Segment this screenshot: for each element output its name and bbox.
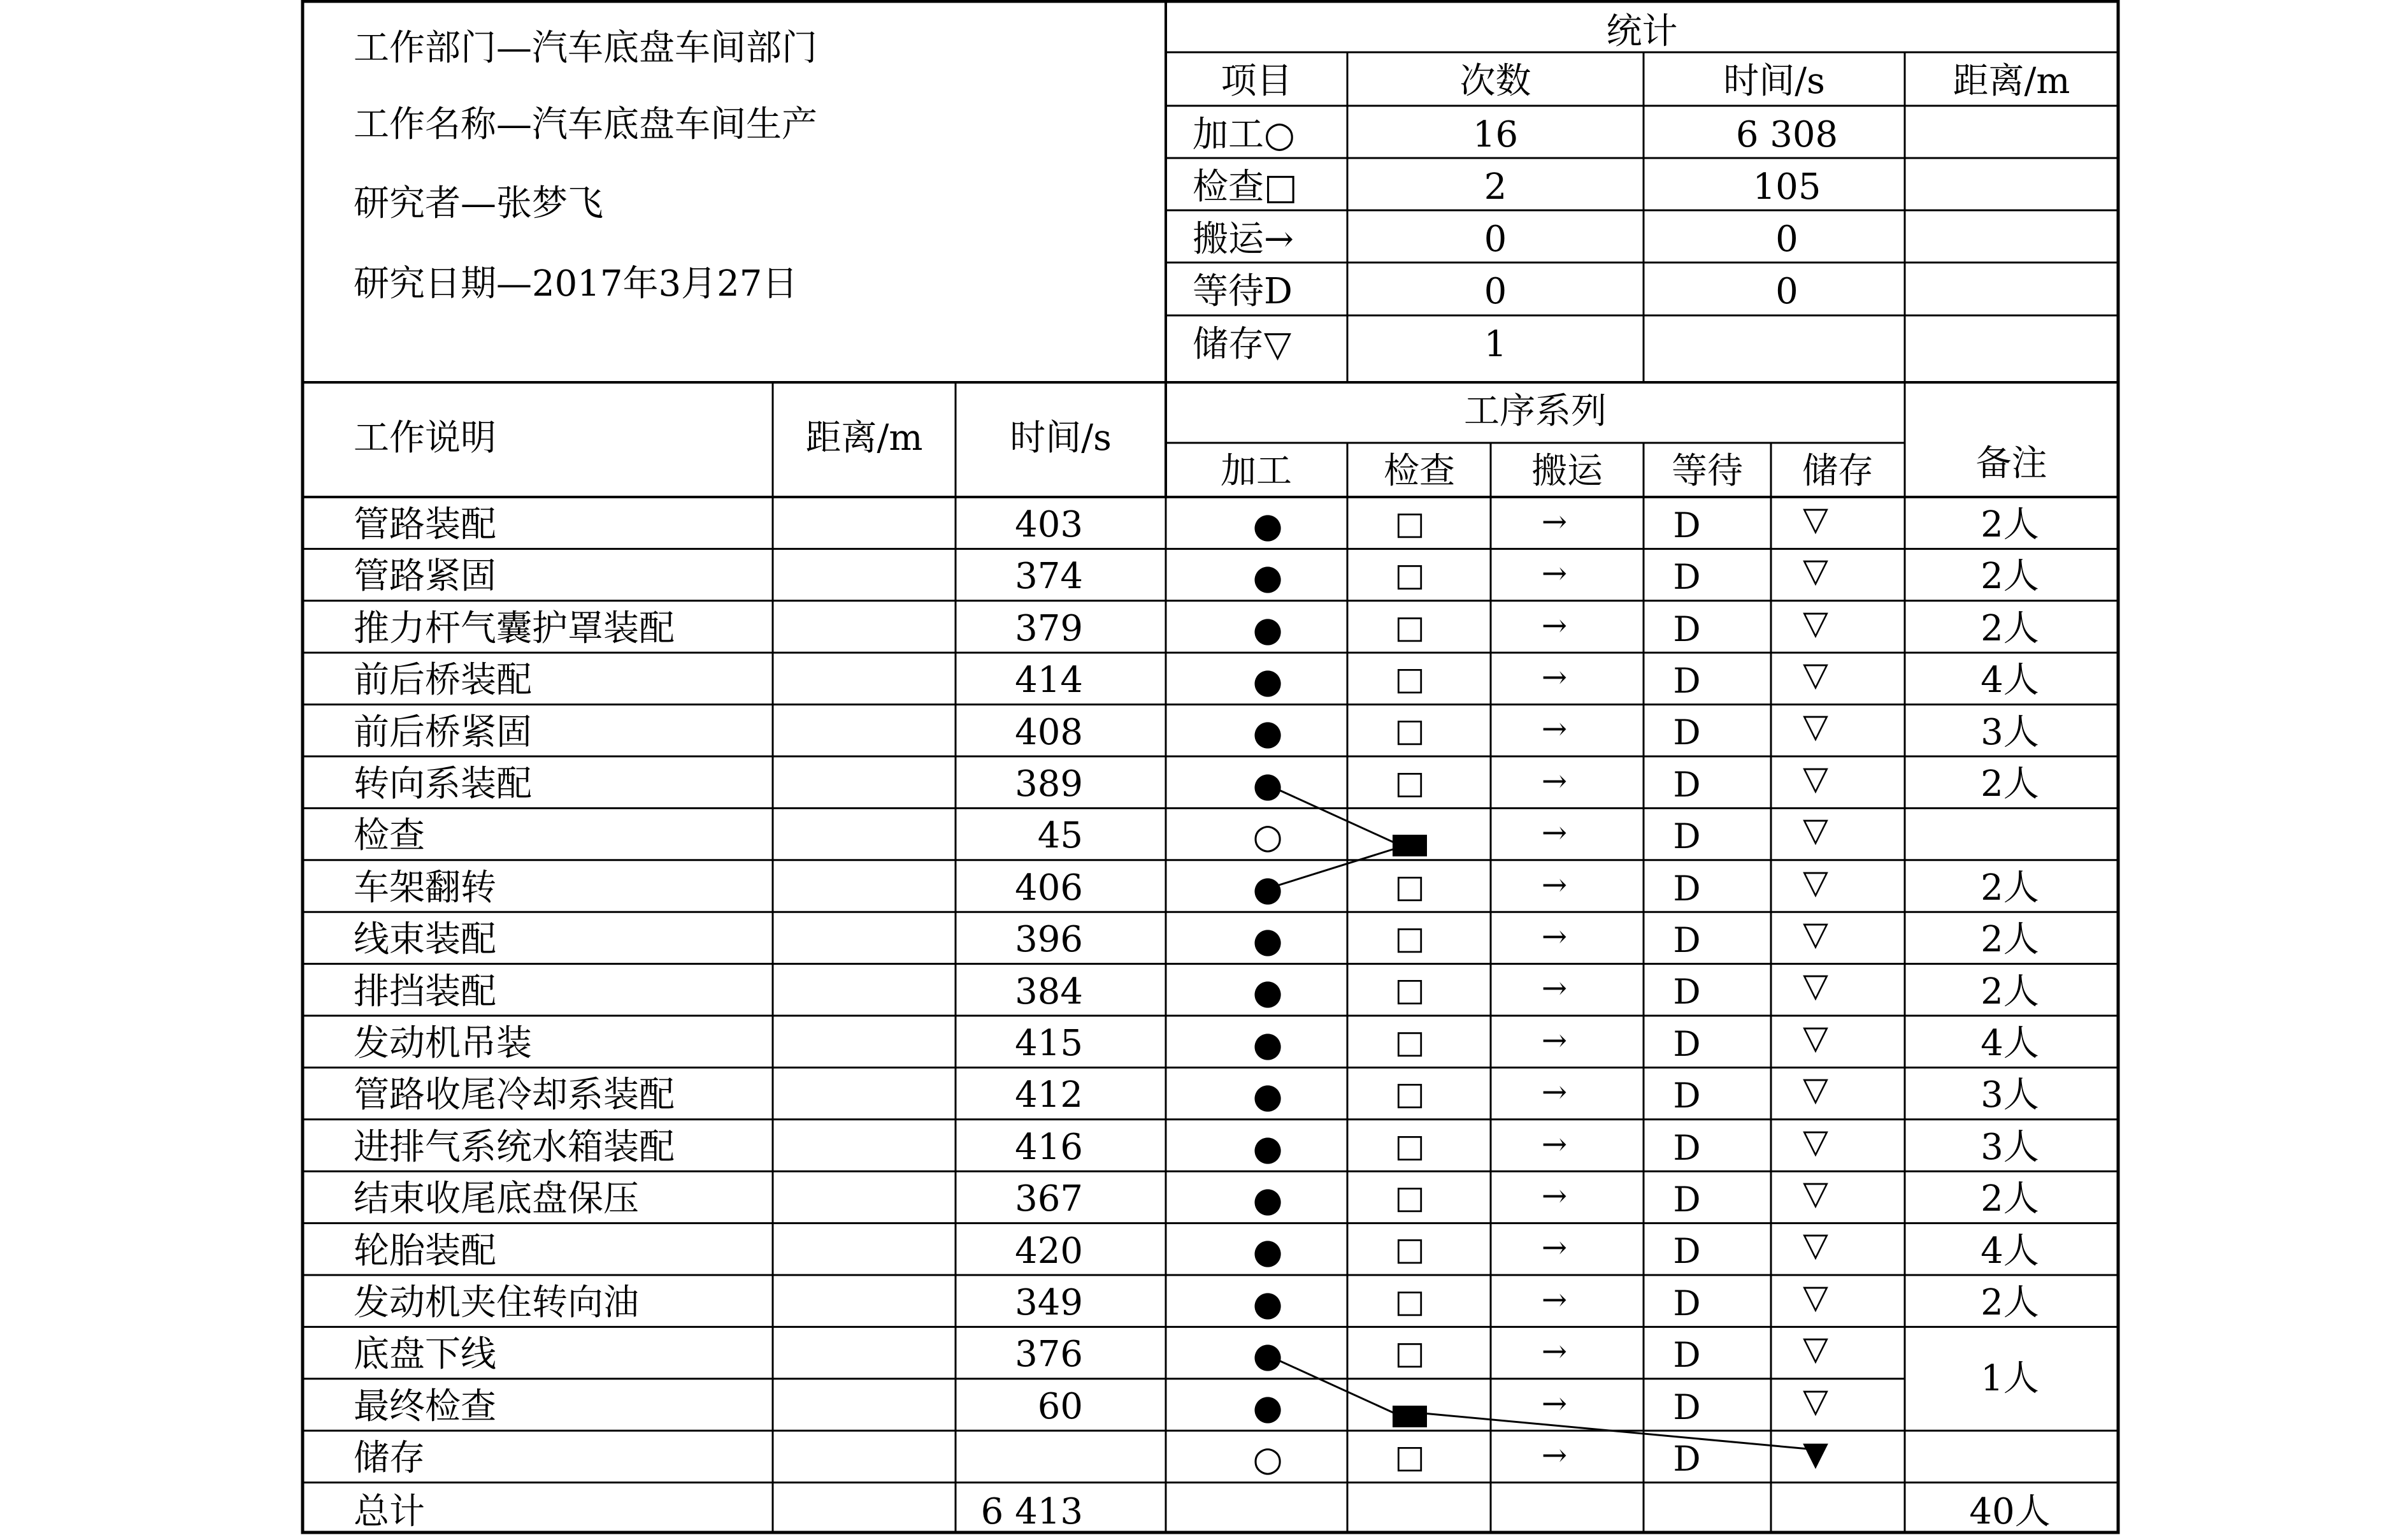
row-remark: 2人 [1981,763,2039,805]
row-time: 379 [1015,607,1083,649]
row-time: 416 [1015,1126,1083,1168]
header-seq-wait: 等待 [1672,450,1743,492]
header-time: 时间/s [1010,417,1112,459]
wait-d-icon: D [1673,919,1701,960]
transport-arrow-icon: → [1541,503,1568,540]
row-description: 最终检查 [354,1385,496,1427]
wait-d-icon: D [1673,712,1701,753]
inspect-empty-square-icon: □ [1394,1230,1425,1268]
header-sequence: 工序系列 [1464,391,1607,432]
process-filled-dot-icon: ● [1252,868,1283,909]
row-remark: 2人 [1981,919,2039,961]
inspect-empty-square-icon: □ [1394,712,1425,749]
job-name-text: 工作名称—汽车底盘车间生产 [354,104,817,145]
inspect-empty-square-icon: □ [1394,867,1425,905]
row-description: 发动机夹住转向油 [354,1282,639,1323]
row-time: 60 [1037,1385,1083,1427]
stats-time-value: 0 [1775,219,1798,260]
stats-item-label: 等待D [1193,271,1293,312]
row-time: 408 [1015,711,1083,753]
storage-empty-triangle-icon: ▽ [1803,1122,1828,1161]
row-remark: 2人 [1981,504,2039,545]
row-remark: 3人 [1981,711,2039,753]
stats-time-value: 0 [1775,271,1798,312]
wait-d-icon: D [1673,1283,1701,1323]
header-description: 工作说明 [354,417,496,459]
inspect-empty-square-icon: □ [1394,1127,1425,1164]
row-description: 底盘下线 [354,1334,496,1376]
process-filled-dot-icon: ● [1252,1387,1283,1427]
row-time: 384 [1015,970,1083,1013]
transport-arrow-icon: → [1541,1126,1568,1162]
transport-arrow-icon: → [1541,1074,1568,1111]
wait-d-icon: D [1673,660,1701,701]
process-filled-dot-icon: ● [1252,1179,1283,1220]
inspect-empty-square-icon: □ [1394,556,1425,594]
transport-arrow-icon: → [1541,556,1568,592]
process-filled-dot-icon: ● [1252,712,1283,753]
row-time: 376 [1015,1334,1083,1376]
inspect-empty-square-icon: □ [1394,1023,1425,1060]
row-time: 415 [1015,1023,1083,1064]
transport-arrow-icon: → [1541,1437,1568,1473]
stats-header-item: 项目 [1221,61,1293,102]
row-remark: 2人 [1981,1178,2039,1220]
transport-arrow-icon: → [1541,1281,1568,1318]
row-description: 管路收尾冷却系装配 [354,1074,675,1116]
row-remark: 3人 [1981,1126,2039,1168]
inspect-empty-square-icon: □ [1394,608,1425,645]
transport-arrow-icon: → [1541,815,1568,851]
wait-d-icon: D [1673,1179,1701,1220]
wait-d-icon: D [1673,764,1701,805]
row-time: 349 [1015,1282,1083,1323]
researcher-text: 研究者—张梦飞 [354,183,603,224]
transport-arrow-icon: → [1541,867,1568,903]
row-description: 储存 [354,1438,425,1480]
inspect-empty-square-icon: □ [1394,971,1425,1009]
row-time: 45 [1037,815,1083,857]
wait-d-icon: D [1673,1076,1701,1116]
date-text: 研究日期—2017年3月27日 [354,263,798,305]
inspect-empty-square-icon: □ [1394,1075,1425,1113]
storage-empty-triangle-icon: ▽ [1803,1381,1828,1420]
row-time: 406 [1015,867,1083,909]
storage-empty-triangle-icon: ▽ [1803,811,1828,850]
row-remark: 2人 [1981,970,2039,1013]
inspect-empty-square-icon: □ [1394,1282,1425,1320]
transport-arrow-icon: → [1541,711,1568,747]
row-description: 排挡装配 [354,970,496,1013]
merged-remark: 1人 [1981,1357,2039,1399]
stats-item-label: 储存▽ [1193,324,1292,365]
stats-item-label: 搬运→ [1193,219,1294,260]
inspect-filled-square-icon [1393,1406,1427,1427]
row-description: 发动机吊装 [354,1023,532,1064]
process-filled-dot-icon: ● [1252,1335,1283,1376]
stats-count-value: 0 [1484,271,1507,312]
process-filled-dot-icon: ● [1252,919,1283,960]
wait-d-icon: D [1673,972,1701,1013]
inspect-empty-square-icon: □ [1394,763,1425,801]
flow-connector-line [1268,785,1393,842]
inspect-empty-square-icon: □ [1394,1438,1425,1475]
storage-filled-triangle-icon: ▼ [1803,1434,1828,1473]
row-time: 420 [1015,1230,1083,1272]
row-remark: 4人 [1981,1230,2039,1272]
header-remarks: 备注 [1975,443,2047,484]
row-description: 轮胎装配 [354,1230,496,1272]
storage-empty-triangle-icon: ▽ [1803,1070,1828,1109]
stats-count-value: 2 [1484,166,1507,208]
row-time: 412 [1015,1074,1083,1116]
transport-arrow-icon: → [1541,1334,1568,1370]
storage-empty-triangle-icon: ▽ [1803,1174,1828,1213]
storage-empty-triangle-icon: ▽ [1803,1226,1828,1265]
wait-d-icon: D [1673,1335,1701,1376]
transport-arrow-icon: → [1541,659,1568,695]
row-remark: 2人 [1981,607,2039,649]
process-filled-dot-icon: ● [1252,1127,1283,1168]
process-filled-dot-icon: ● [1252,1283,1283,1323]
wait-d-icon: D [1673,1127,1701,1168]
process-filled-dot-icon: ● [1252,1023,1283,1064]
total-time: 6 413 [980,1490,1083,1532]
header-seq-transport: 搬运 [1531,450,1603,492]
row-time: 396 [1015,919,1083,961]
row-description: 管路紧固 [354,556,496,598]
wait-d-icon: D [1673,505,1701,545]
storage-empty-triangle-icon: ▽ [1803,552,1828,591]
row-description: 前后桥装配 [354,659,532,702]
header-distance: 距离/m [805,417,923,459]
stats-header-count: 次数 [1459,61,1531,102]
row-remark: 2人 [1981,867,2039,909]
inspect-empty-square-icon: □ [1394,504,1425,542]
transport-arrow-icon: → [1541,918,1568,955]
inspect-empty-square-icon: □ [1394,1334,1425,1372]
process-filled-dot-icon: ● [1252,660,1283,701]
row-description: 推力杆气囊护罩装配 [354,607,675,649]
stats-title: 统计 [1606,11,1678,52]
row-remark: 2人 [1981,1282,2039,1323]
row-description: 进排气系统水箱装配 [354,1126,675,1168]
row-description: 前后桥紧固 [354,711,532,753]
wait-d-icon: D [1673,1438,1701,1479]
header-seq-storage: 储存 [1802,450,1874,492]
stats-count-value: 0 [1484,219,1507,260]
storage-empty-triangle-icon: ▽ [1803,759,1828,798]
row-description: 管路装配 [354,504,496,545]
wait-d-icon: D [1673,1387,1701,1427]
storage-empty-triangle-icon: ▽ [1803,914,1828,953]
row-description: 转向系装配 [354,763,532,805]
storage-empty-triangle-icon: ▽ [1803,603,1828,642]
process-filled-dot-icon: ● [1252,557,1283,598]
row-description: 结束收尾底盘保压 [354,1178,639,1220]
wait-d-icon: D [1673,868,1701,909]
header-seq-process: 加工 [1221,450,1292,492]
row-description: 检查 [354,815,425,857]
process-filled-dot-icon: ● [1252,764,1283,805]
stats-header-time: 时间/s [1723,61,1825,102]
inspect-empty-square-icon: □ [1394,659,1425,697]
storage-empty-triangle-icon: ▽ [1803,967,1828,1005]
stats-count-value: 1 [1484,324,1507,365]
row-remark: 4人 [1981,659,2039,702]
transport-arrow-icon: → [1541,1230,1568,1266]
row-remark: 2人 [1981,556,2039,598]
inspect-filled-square-icon [1393,835,1427,856]
department-text: 工作部门—汽车底盘车间部门 [354,27,817,69]
row-time: 389 [1015,763,1083,805]
inspect-empty-square-icon: □ [1394,1178,1425,1216]
stats-item-label: 检查□ [1193,166,1298,208]
process-filled-dot-icon: ● [1252,1076,1283,1116]
row-time: 403 [1015,504,1083,545]
storage-empty-triangle-icon: ▽ [1803,1018,1828,1057]
wait-d-icon: D [1673,1023,1701,1064]
process-filled-dot-icon: ● [1252,609,1283,649]
total-remark: 40人 [1969,1490,2051,1532]
row-time: 374 [1015,556,1083,598]
row-remark: 4人 [1981,1023,2039,1064]
stats-header-distance: 距离/m [1953,61,2070,102]
transport-arrow-icon: → [1541,970,1568,1007]
stats-time-value: 105 [1752,166,1821,208]
process-filled-dot-icon: ● [1252,1231,1283,1272]
storage-empty-triangle-icon: ▽ [1803,863,1828,902]
process-filled-dot-icon: ● [1252,972,1283,1013]
storage-empty-triangle-icon: ▽ [1803,707,1828,746]
row-time: 367 [1015,1178,1083,1220]
flow-connector-line [1268,1355,1393,1412]
storage-empty-triangle-icon: ▽ [1803,655,1828,694]
storage-empty-triangle-icon: ▽ [1803,1278,1828,1316]
stats-count-value: 16 [1472,114,1519,155]
row-remark: 3人 [1981,1074,2039,1116]
storage-empty-triangle-icon: ▽ [1803,1330,1828,1369]
wait-d-icon: D [1673,609,1701,649]
process-filled-dot-icon: ● [1252,505,1283,545]
transport-arrow-icon: → [1541,1385,1568,1422]
row-description: 车架翻转 [354,867,496,909]
transport-arrow-icon: → [1541,1178,1568,1214]
stats-item-label: 加工○ [1193,114,1295,155]
wait-d-icon: D [1673,1231,1701,1272]
header-seq-inspect: 检查 [1384,450,1455,492]
process-empty-circle-icon: ○ [1252,1438,1283,1479]
transport-arrow-icon: → [1541,1022,1568,1058]
row-description: 线束装配 [354,919,496,961]
storage-empty-triangle-icon: ▽ [1803,500,1828,538]
stats-time-value: 6 308 [1735,114,1838,155]
total-label: 总计 [354,1490,425,1532]
wait-d-icon: D [1673,816,1701,857]
inspect-empty-square-icon: □ [1394,919,1425,956]
flow-connector-line [1268,849,1393,888]
row-time: 414 [1015,659,1083,702]
process-empty-circle-icon: ○ [1252,816,1283,857]
wait-d-icon: D [1673,557,1701,598]
transport-arrow-icon: → [1541,607,1568,644]
transport-arrow-icon: → [1541,763,1568,799]
